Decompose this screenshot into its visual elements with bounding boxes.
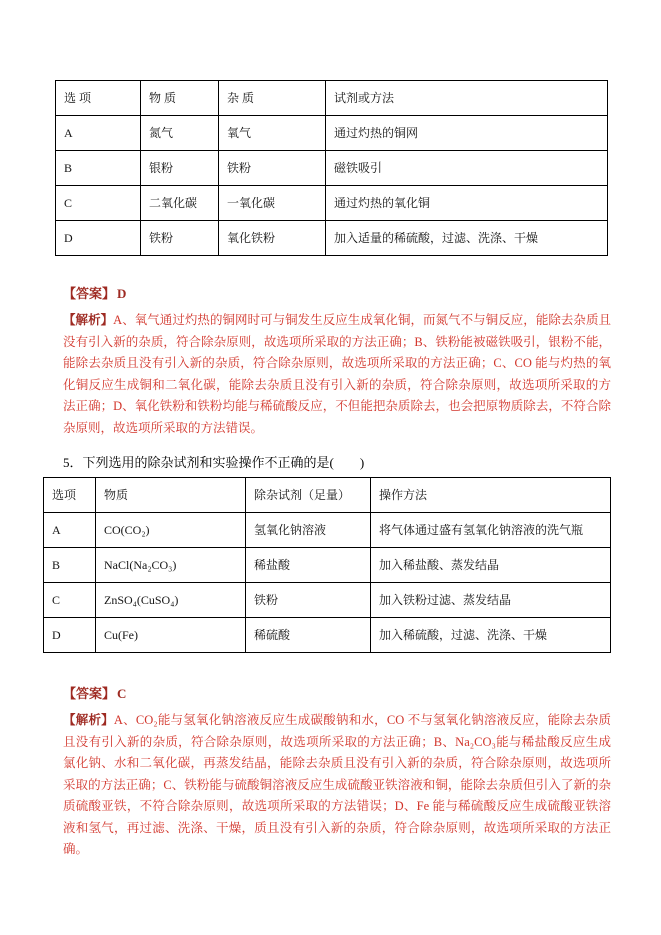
table-cell: 将气体通过盛有氢氧化钠溶液的洗气瓶: [371, 513, 611, 548]
analysis-label: 【解析】: [63, 313, 114, 327]
table-cell: C: [44, 583, 96, 618]
table-header-row: [56, 81, 608, 116]
table-cell: 铁粉: [219, 151, 326, 186]
table-cell: B: [56, 151, 141, 186]
table-cell: 通过灼热的铜网: [326, 116, 608, 151]
analysis-text: A、氧气通过灼热的铜网时可与铜发生反应生成氧化铜，而氮气不与铜反应，能除去杂质且没有引入新的杂质，符合除杂原则，故选项所采取的方法正确；B、铁粉能被磁铁吸引，银粉不能，能除去杂质且没有引入新的杂质，符合除杂原则，故选项所采取的方法正确；C、CO 能与灼热的氧化铜反应生成铜和二氧化碳，能除去杂质且没有引入新的杂质，符合除杂原则，故选项所采取的方法正确；D、氧化铁粉和铁粉均能与稀硫酸反应，不但能把杂质除去，也会把原物质除去，不符合除杂原则，故选项所采取的方法错误。: [63, 313, 611, 435]
answer-label: 【答案】: [63, 286, 116, 301]
table-header-cell: 选项: [44, 478, 96, 513]
table-cell: 氮气: [141, 116, 219, 151]
answer-label: 【答案】: [63, 686, 116, 701]
table-header-cell: 试剂或方法: [326, 81, 608, 116]
table-header-cell: 物 质: [141, 81, 219, 116]
answer-line-1: [63, 283, 607, 302]
table-cell: C: [56, 186, 141, 221]
table-cell: 铁粉: [141, 221, 219, 256]
table-header-cell: 物质: [96, 478, 246, 513]
table-row: [44, 513, 611, 548]
table-row: [56, 186, 608, 221]
table-cell: 氧化铁粉: [219, 221, 326, 256]
table-cell: B: [44, 548, 96, 583]
purification-table-2: [43, 477, 611, 653]
table-header-cell: 除杂试剂（足量）: [246, 478, 371, 513]
table-row: [56, 221, 608, 256]
analysis-label: 【解析】: [63, 713, 114, 727]
answer-line-2: [63, 683, 607, 702]
table-row: [44, 583, 611, 618]
table-header-cell: 杂 质: [219, 81, 326, 116]
table-row: [56, 116, 608, 151]
table-row: [56, 151, 608, 186]
question-5: 5．下列选用的除杂试剂和实验操作不正确的是( ): [63, 455, 365, 470]
table-cell: 一氧化碳: [219, 186, 326, 221]
analysis-paragraph-1: [63, 310, 611, 439]
analysis-paragraph-2: [63, 710, 611, 861]
table-cell: 稀盐酸: [246, 548, 371, 583]
answer-value: D: [117, 286, 127, 301]
table-cell: NaCl(Na₂CO₃): [96, 548, 246, 583]
table-cell: Cu(Fe): [96, 618, 246, 653]
table-cell: A: [44, 513, 96, 548]
table-row: [44, 548, 611, 583]
table-cell: 氢氧化钠溶液: [246, 513, 371, 548]
table-cell: 稀硫酸: [246, 618, 371, 653]
table-cell: 加入铁粉过滤、蒸发结晶: [371, 583, 611, 618]
table-cell: 加入适量的稀硫酸，过滤、洗涤、干燥: [326, 221, 608, 256]
table-cell: CO(CO₂): [96, 513, 246, 548]
table-header-cell: 选 项: [56, 81, 141, 116]
table-cell: 磁铁吸引: [326, 151, 608, 186]
table-cell: 加入稀硫酸，过滤、洗涤、干燥: [371, 618, 611, 653]
purification-table-1: [55, 80, 608, 256]
table-cell: ZnSO₄(CuSO₄): [96, 583, 246, 618]
table-cell: 加入稀盐酸、蒸发结晶: [371, 548, 611, 583]
table-cell: 铁粉: [246, 583, 371, 618]
table-cell: D: [56, 221, 141, 256]
table-cell: 通过灼热的氧化铜: [326, 186, 608, 221]
table-cell: D: [44, 618, 96, 653]
table-cell: A: [56, 116, 141, 151]
table-header-row: [44, 478, 611, 513]
table-row: [44, 618, 611, 653]
analysis-text: A、CO₂能与氢氧化钠溶液反应生成碳酸钠和水，CO 不与氢氧化钠溶液反应，能除去杂质且没有引入新的杂质，符合除杂原则，故选项所采取的方法正确；B、Na₂CO₃能与稀盐酸反应生成氯化钠、水和二氧化碳，再蒸发结晶，能除去杂质且没有引入新的杂质，符合除杂原则，故选项所采取的方法正确；C、铁粉能与硫酸铜溶液反应生成硫酸亚铁溶液和铜，能除去杂质但引入了新的杂质硫酸亚铁，不符合除杂原则，故选项所采取的方法错误；D、Fe 能与稀硫酸反应生成硫酸亚铁溶液和氢气，再过滤、洗涤、干燥，质且没有引入新的杂质，符合除杂原则，故选项所采取的方法正确。: [63, 713, 611, 856]
table-header-cell: 操作方法: [371, 478, 611, 513]
table-cell: 银粉: [141, 151, 219, 186]
answer-value: C: [117, 686, 127, 701]
table-cell: 氧气: [219, 116, 326, 151]
table-cell: 二氧化碳: [141, 186, 219, 221]
